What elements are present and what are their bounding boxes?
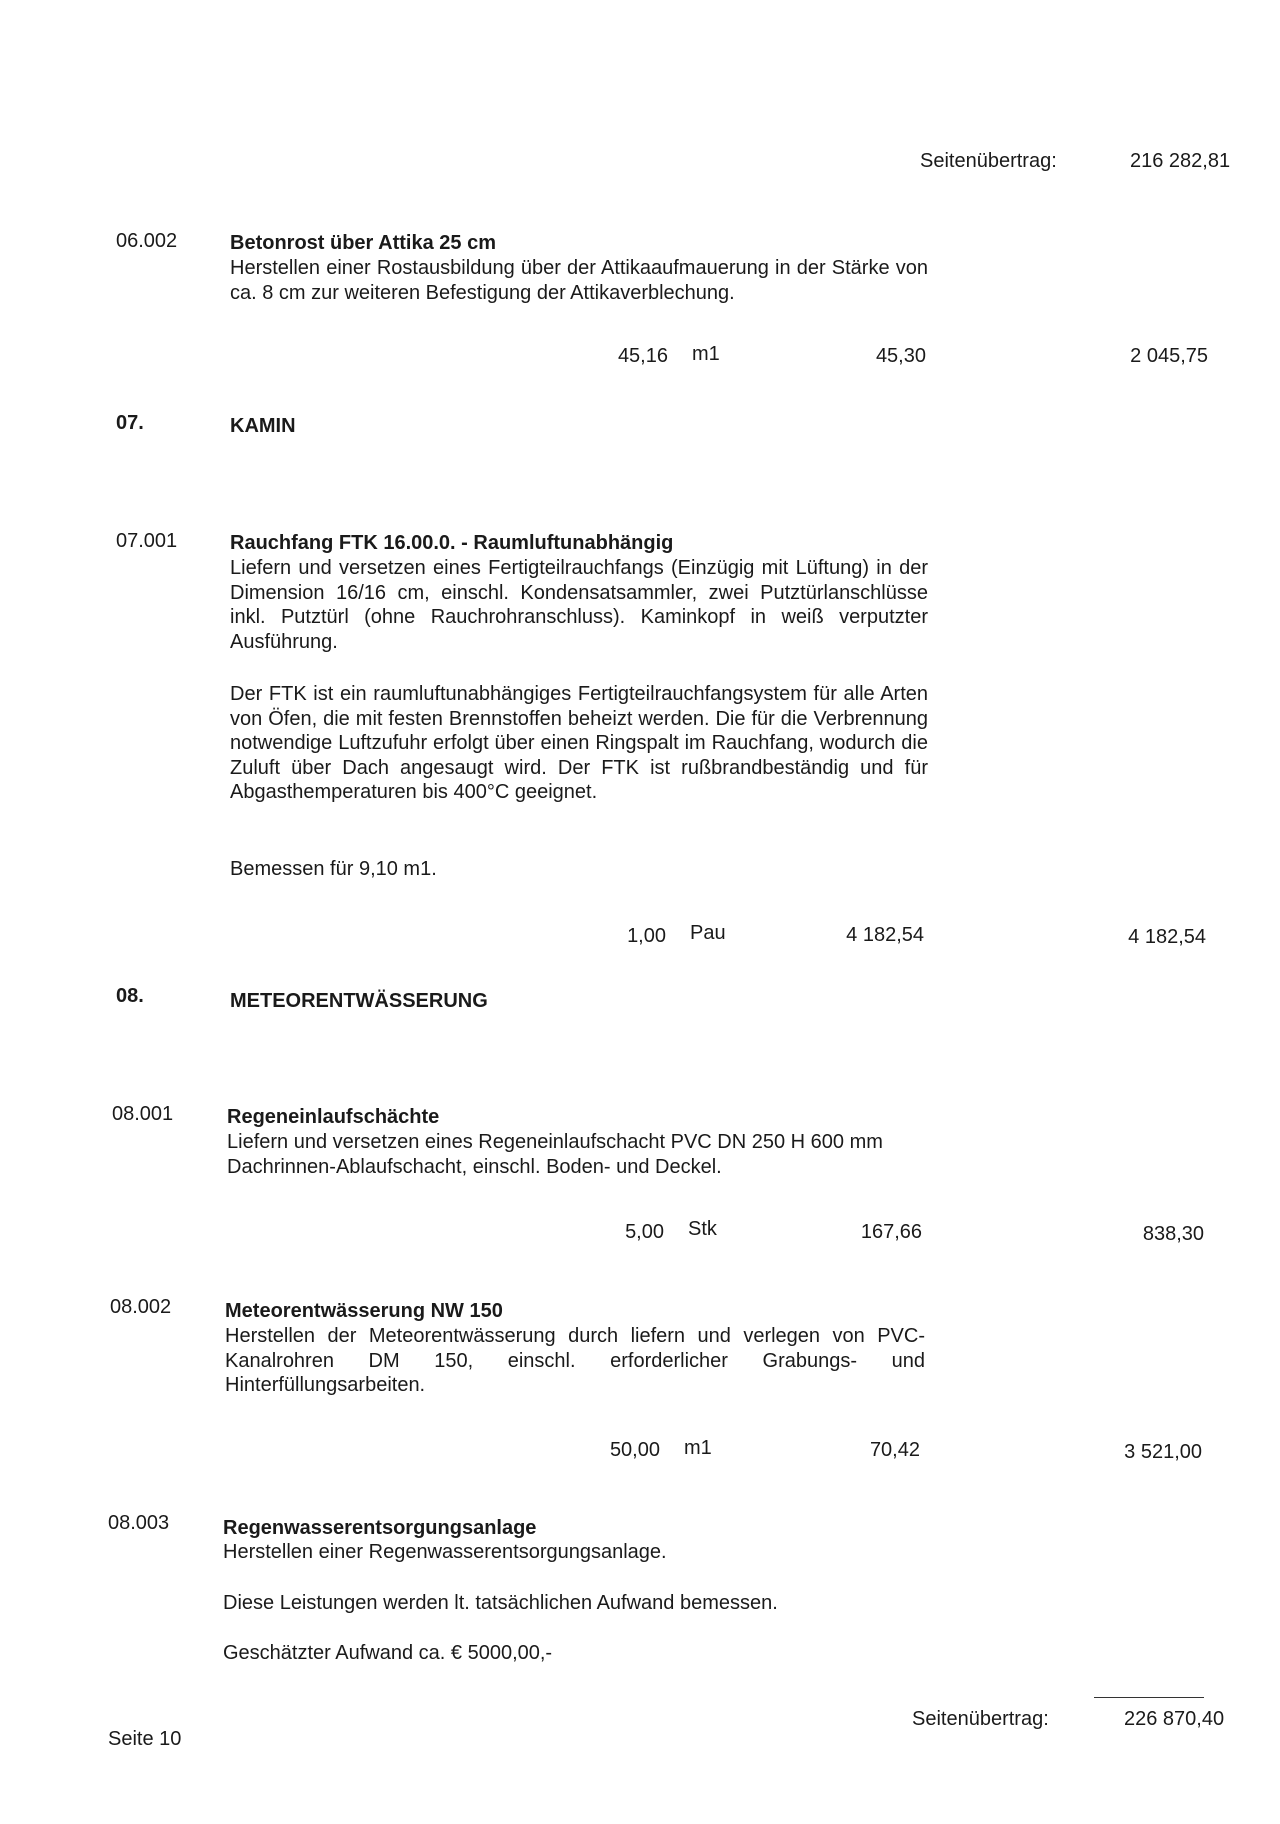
position-number: 06.002: [116, 230, 178, 252]
carry-bottom-label: Seitenübertrag:: [912, 1708, 1049, 1730]
position-number: 08.003: [108, 1512, 170, 1534]
unit: m1: [684, 1437, 712, 1459]
description-text: Liefern und versetzen eines Fertigteilrauchfangs (Einzügig mit Lüftung) in der Dimension 16/16 cm, einschl. Kondensatsammler, zwei Putztürlanschlüsse inkl. Putztürl (ohne Rauchrohranschluss). Kaminkopf in weiß verputzter Ausführung.: [230, 557, 928, 653]
quantity: 5,00: [625, 1221, 664, 1243]
page-number: Seite 10: [108, 1728, 182, 1750]
position-title: Rauchfang FTK 16.00.0. - Raumluftunabhängig: [230, 532, 674, 554]
sum-underline: [1094, 1697, 1204, 1698]
line-total: 838,30: [1142, 1223, 1204, 1245]
carry-top-label: Seitenübertrag:: [920, 150, 1057, 172]
section-title: KAMIN: [230, 415, 296, 437]
description-text: Herstellen einer Rostausbildung über der Attikaaufmauerung in der Stärke von ca. 8 cm zur weiteren Befestigung der Attikaverblechung.: [230, 257, 928, 304]
unit-price: 45,30: [875, 345, 926, 367]
position-description: [227, 1130, 927, 1179]
position-description: [230, 256, 928, 305]
quantity: 50,00: [609, 1439, 660, 1461]
unit: Pau: [690, 922, 726, 944]
description-text: Herstellen der Meteorentwässerung durch liefern und verlegen von PVC-Kanalrohren DM 150, einschl. erforderlicher Grabungs- und Hinterfüllungsarbeiten.: [225, 1325, 925, 1396]
position-number: 08.002: [110, 1296, 172, 1318]
quantity: 1,00: [627, 925, 666, 947]
description-text: Der FTK ist ein raumluftunabhängiges Fertigteilrauchfangsystem für alle Arten von Öfen, die mit festen Brennstoffen beheizt werden. Die für die Verbrennung notwendige Luftzufuhr erfolgt über einen Ringspalt im Rauchfang, wodurch die Zuluft über Dach angesaugt wird. Der FTK ist rußbrandbeständig und für Abgasthemperaturen bis 400°C geeignet.: [230, 683, 928, 803]
section-number: 08.: [116, 985, 144, 1007]
line-total: 4 182,54: [1128, 926, 1206, 948]
quantity: 45,16: [617, 345, 668, 367]
unit-price: 70,42: [869, 1439, 920, 1461]
section-title: METEORENTWÄSSERUNG: [230, 990, 488, 1012]
position-number: 07.001: [116, 530, 178, 552]
position-title: Regenwasserentsorgungsanlage: [223, 1517, 537, 1539]
description-text: Herstellen einer Regenwasserentsorgungsanlage.: [223, 1541, 667, 1563]
description-text: Geschätzter Aufwand ca. € 5000,00,-: [223, 1642, 553, 1664]
unit-price: 4 182,54: [846, 924, 924, 946]
unit: m1: [692, 343, 720, 365]
position-title: Meteorentwässerung NW 150: [225, 1300, 503, 1322]
position-title: Regeneinlaufschächte: [227, 1106, 440, 1128]
position-description: [230, 556, 928, 654]
section-number: 07.: [116, 412, 144, 434]
line-total: 3 521,00: [1124, 1441, 1202, 1463]
position-description: [225, 1324, 925, 1398]
line-total: 2 045,75: [1130, 345, 1208, 367]
position-description: [230, 682, 928, 805]
description-text: Liefern und versetzen eines Regeneinlaufschacht PVC DN 250 H 600 mm Dachrinnen-Ablaufschacht, einschl. Boden- und Deckel.: [227, 1131, 883, 1178]
description-text: Bemessen für 9,10 m1.: [230, 858, 437, 880]
position-number: 08.001: [112, 1103, 174, 1125]
description-text: Diese Leistungen werden lt. tatsächlichen Aufwand bemessen.: [223, 1592, 778, 1614]
carry-bottom-value: 226 870,40: [1124, 1708, 1225, 1730]
unit-price: 167,66: [860, 1221, 922, 1243]
unit: Stk: [688, 1218, 717, 1240]
carry-top-value: 216 282,81: [1130, 150, 1231, 172]
position-title: Betonrost über Attika 25 cm: [230, 232, 496, 254]
